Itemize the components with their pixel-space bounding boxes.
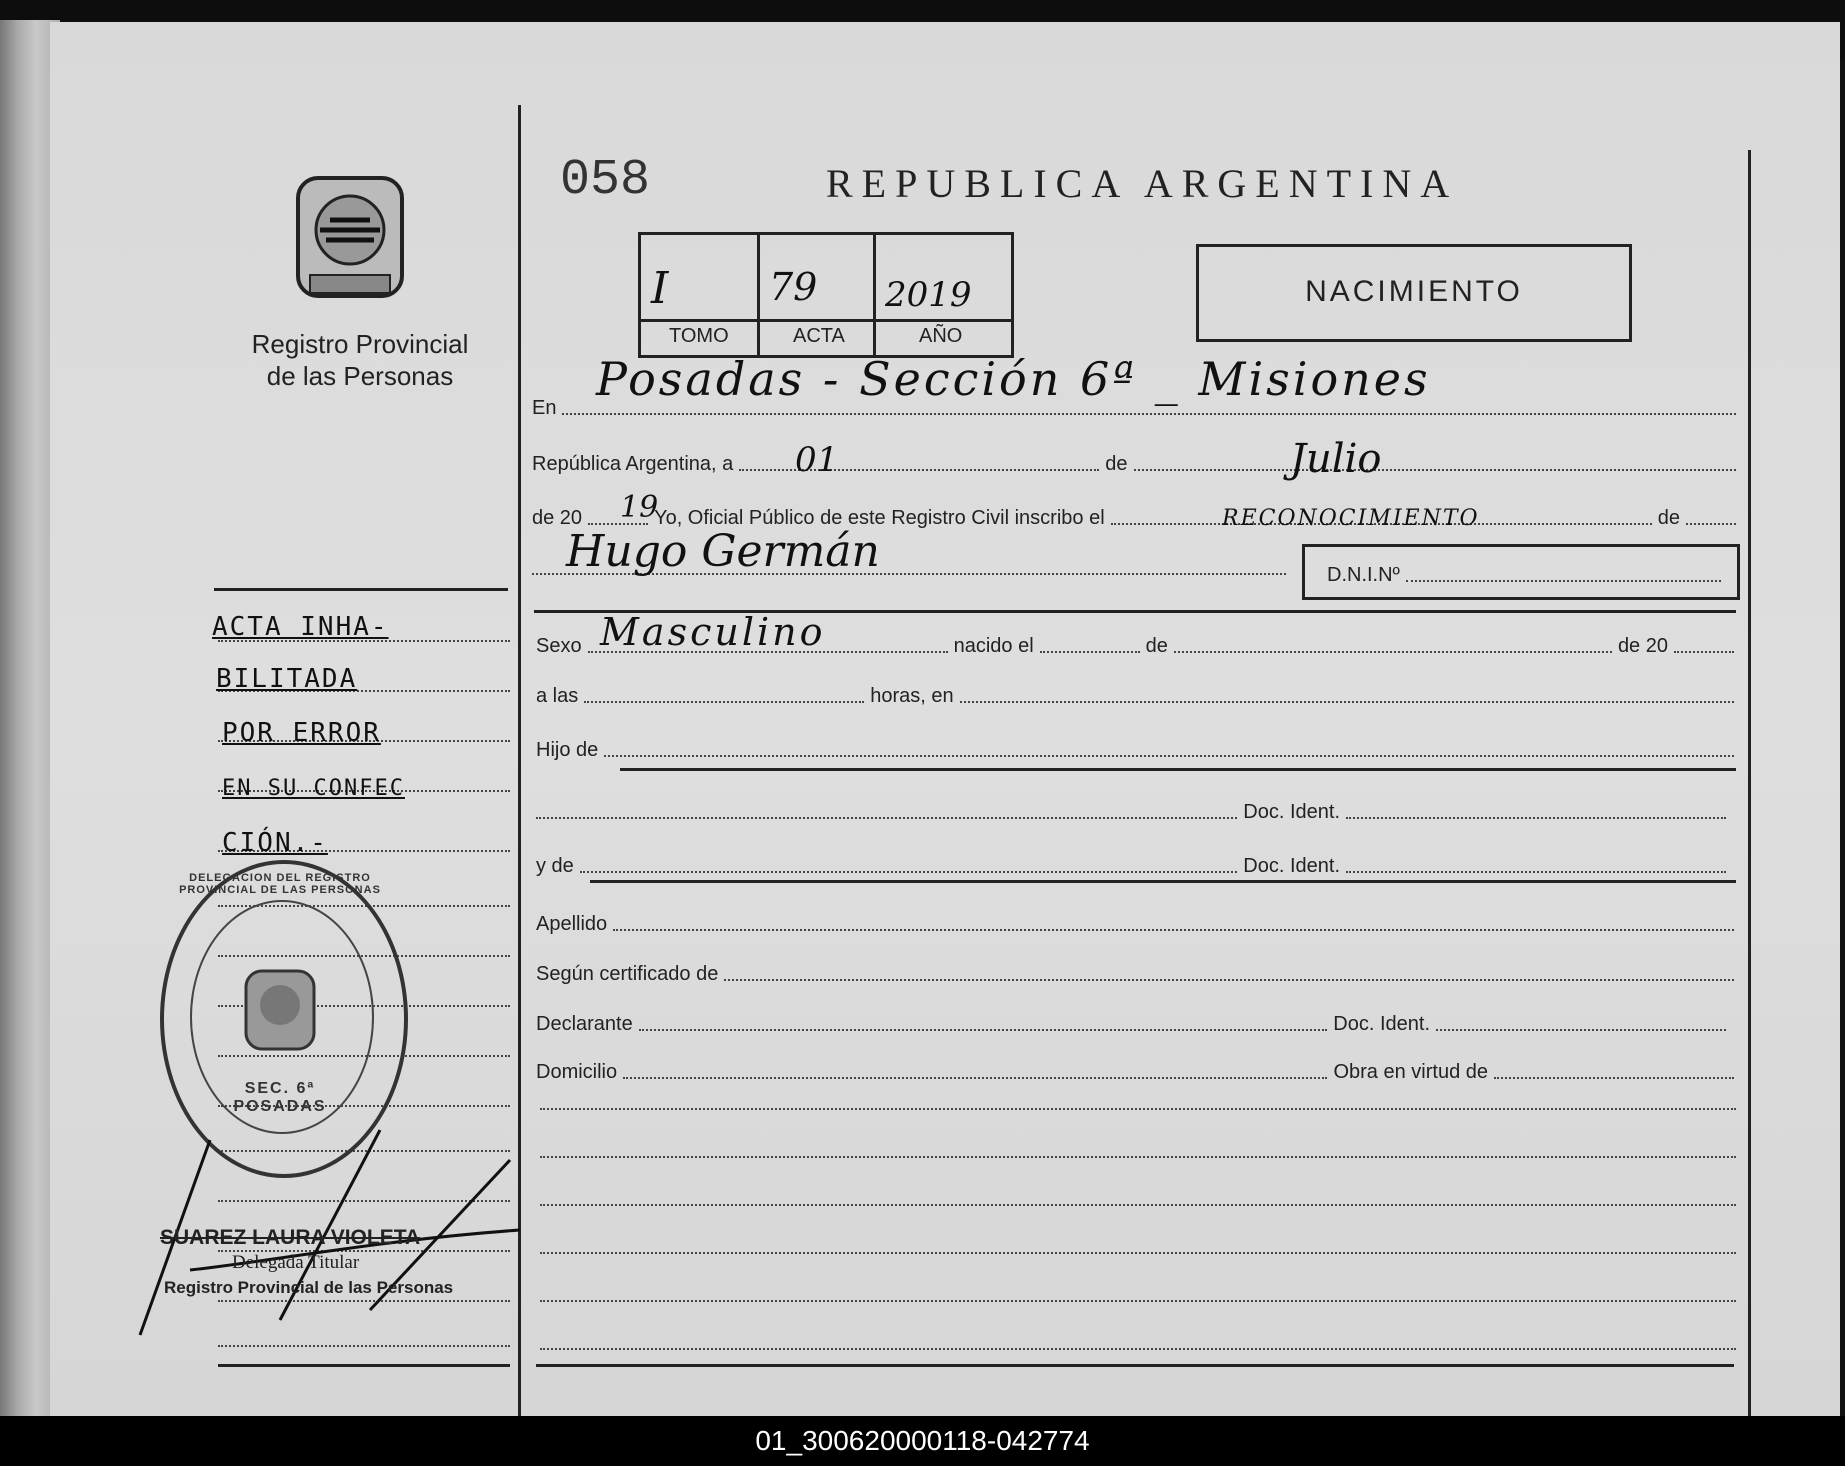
anio-value: 2019 xyxy=(885,275,972,315)
year-prefix: de 20 xyxy=(532,507,583,529)
row-oficial xyxy=(532,490,1742,530)
tomo-label: TOMO xyxy=(669,325,729,347)
divider-2 xyxy=(620,768,1736,771)
day-value: 01 xyxy=(795,440,839,480)
de20-label: de 20 xyxy=(1617,635,1668,657)
row-apellido xyxy=(536,896,1740,936)
dni-label: D.N.I.Nº xyxy=(1327,564,1400,586)
country-title: REPUBLICA ARGENTINA xyxy=(826,161,1459,206)
row-doc1 xyxy=(536,784,1732,824)
signature-org: Registro Provincial de las Personas xyxy=(164,1278,454,1297)
left-divider-bottom xyxy=(218,1364,510,1367)
margin-note-line3: POR ERROR xyxy=(222,718,381,748)
tomo-value: I xyxy=(651,263,669,314)
signature-name: SUAREZ LAURA VIOLETA xyxy=(160,1226,421,1249)
month-value: Julio xyxy=(1290,436,1382,482)
row-alas xyxy=(536,668,1740,708)
margin-note-line2: BILITADA xyxy=(216,664,358,694)
de-label: de xyxy=(1105,453,1128,475)
certificate-type-box xyxy=(1196,244,1632,342)
certificate-type: NACIMIENTO xyxy=(1305,275,1523,308)
left-divider-top xyxy=(214,588,508,591)
de-label2: de xyxy=(1657,507,1680,529)
de-label3: de xyxy=(1145,635,1168,657)
en-value: Posadas - Sección 6ª _ Misiones xyxy=(596,352,1431,406)
stamp-ring-text: DELEGACION DEL REGISTRO PROVINCIAL DE LAS PERSONAS xyxy=(179,872,381,896)
declarante-label: Declarante xyxy=(536,1013,633,1035)
row-domicilio xyxy=(536,1044,1740,1084)
margin-note-line4: EN SU CONFEC xyxy=(222,776,405,801)
yde-label: y de xyxy=(536,855,574,877)
dni-box xyxy=(1302,544,1740,600)
hijo-label: Hijo de xyxy=(536,739,599,761)
segun-label: Según certificado de xyxy=(536,963,719,985)
margin-note-line1: ACTA INHA- xyxy=(212,612,389,642)
acta-value: 79 xyxy=(769,265,818,309)
sexo-label: Sexo xyxy=(536,635,582,657)
stamp-inner-text: SEC. 6ª POSADAS xyxy=(233,1080,327,1115)
row-yde xyxy=(536,838,1732,878)
oficial-text: Yo, Oficial Público de este Registro Civil inscribo el xyxy=(654,507,1105,529)
divider-3 xyxy=(590,880,1736,883)
doc-ident-label-3: Doc. Ident. xyxy=(1333,1013,1430,1035)
obra-label: Obra en virtud de xyxy=(1333,1061,1488,1083)
row-republica xyxy=(532,436,1742,476)
row-segun xyxy=(536,946,1740,986)
blank-line-3 xyxy=(540,1196,1736,1206)
doc-ident-label-2: Doc. Ident. xyxy=(1243,855,1340,877)
anio-label: AÑO xyxy=(919,325,963,347)
alas-label: a las xyxy=(536,685,579,707)
row-hijo xyxy=(536,722,1740,762)
doc-ident-label-1: Doc. Ident. xyxy=(1243,801,1340,823)
margin-note-line5: CIÓN.- xyxy=(222,828,328,858)
blank-line-1 xyxy=(540,1100,1736,1110)
record-box xyxy=(638,232,1014,358)
acta-label: ACTA xyxy=(793,325,845,347)
apellido-label: Apellido xyxy=(536,913,608,935)
year-value: 19 xyxy=(620,490,659,525)
right-border xyxy=(1748,150,1751,1416)
inscribo-value: RECONOCIMIENTO xyxy=(1222,506,1480,531)
misiones-logo xyxy=(290,170,410,305)
blank-line-4 xyxy=(540,1244,1736,1254)
stamp-emblem xyxy=(240,965,320,1055)
horas-label: horas, en xyxy=(870,685,954,707)
registry-line1: Registro Provincial xyxy=(251,329,469,359)
registry-line2: de las Personas xyxy=(266,361,454,391)
divider-bottom xyxy=(536,1364,1734,1367)
en-label: En xyxy=(532,397,557,419)
blank-line-6 xyxy=(540,1340,1736,1350)
serial-number: 058 xyxy=(560,152,651,209)
blank-line-5 xyxy=(540,1292,1736,1302)
blank-line-2 xyxy=(540,1148,1736,1158)
image-id: 01_300620000118-042774 xyxy=(0,1416,1845,1466)
row-declarante xyxy=(536,996,1732,1036)
republica-label: República Argentina, a xyxy=(532,453,734,475)
domicilio-label: Domicilio xyxy=(536,1061,618,1083)
signature-title: Delegada Titular xyxy=(232,1252,360,1273)
registry-name xyxy=(220,328,500,392)
sexo-value: Masculino xyxy=(600,610,826,654)
nacido-label: nacido el xyxy=(953,635,1034,657)
name-value: Hugo Germán xyxy=(566,526,880,577)
